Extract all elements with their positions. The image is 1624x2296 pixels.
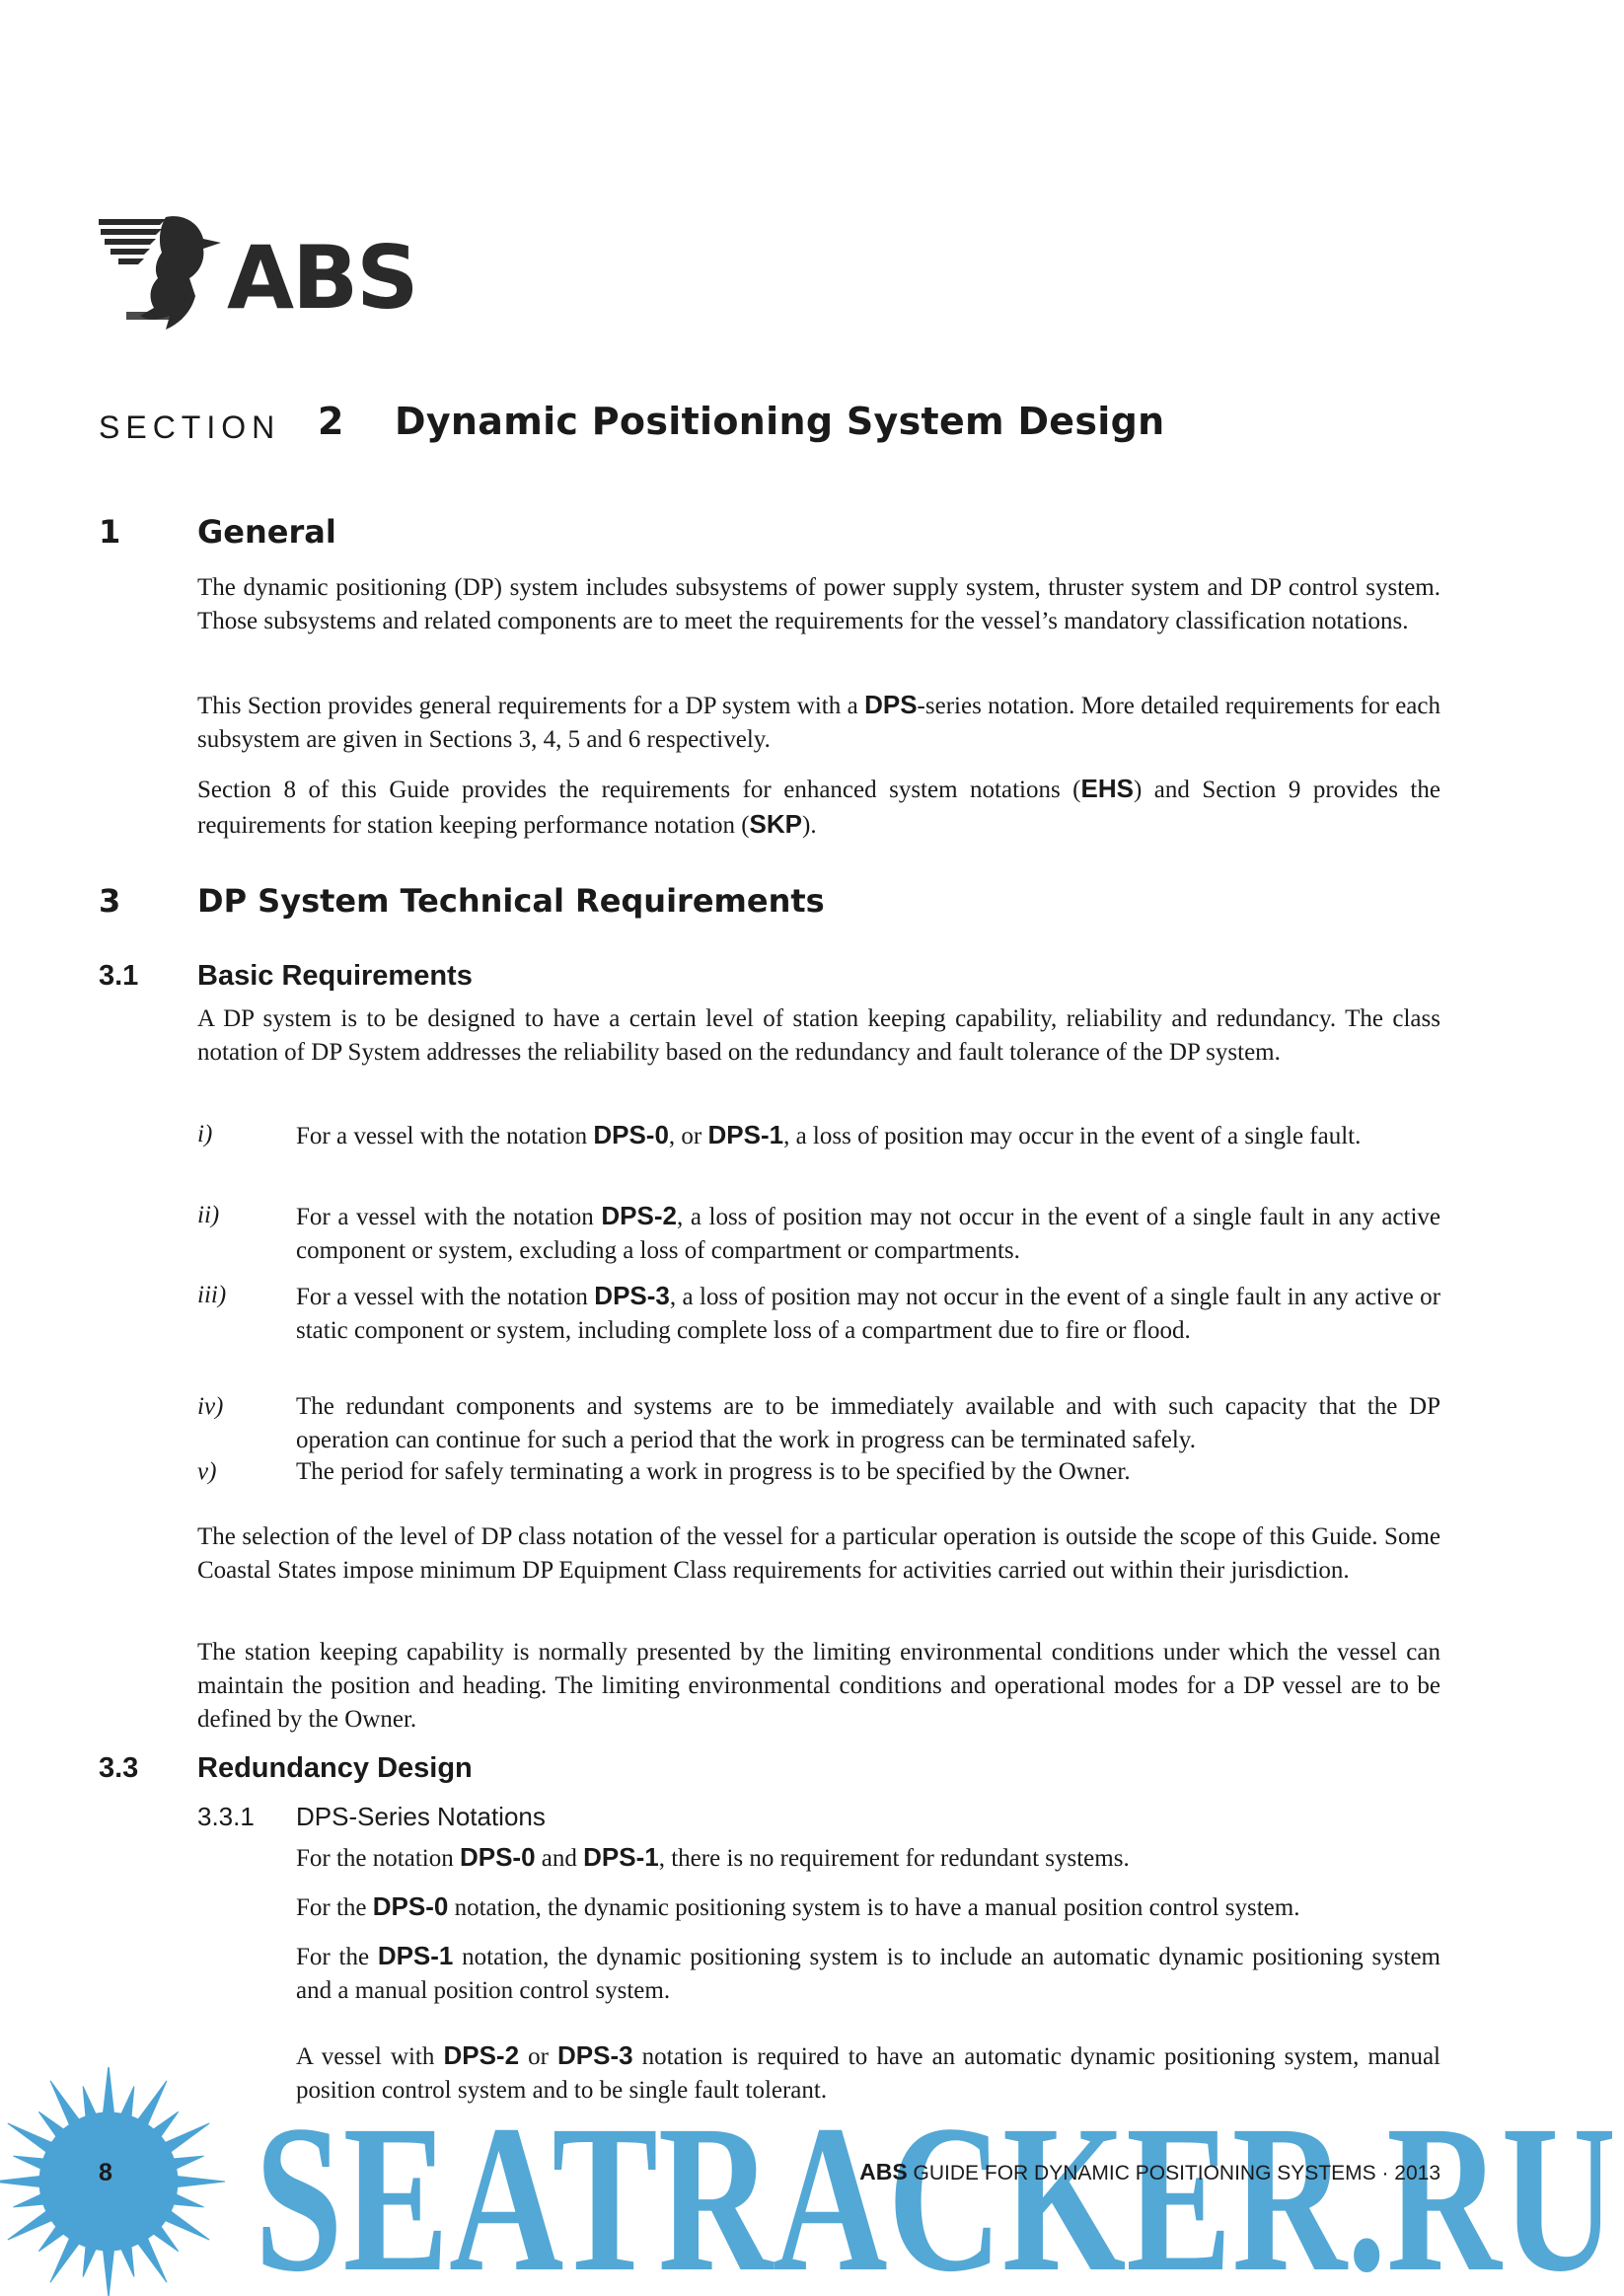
page-number: 8 [99,2159,112,2186]
sunburst-ray [8,2209,55,2240]
notation-ehs: EHS [1080,774,1134,803]
sunburst-ray [38,2111,66,2139]
sunburst-ray [103,2067,114,2116]
list-item: The period for safely terminating a work in progress is to be specified by the Owner. [296,1458,1131,1485]
list-item: For a vessel with the notation DPS-2, a loss of position may not occur in the event of a single fault in any active component or system, excluding a loss of compartment or compartments. [296,1201,1441,1264]
sunburst-ray [150,2111,178,2139]
paragraph-class-selection: The selection of the level of DP class notation of the vessel for a particular operation is outside the scope of this Guide. Some Coastal States impose minimum DP Equipment Class requirements for activities carried out within their jurisdiction. [197,1523,1440,1584]
paragraph-general-3: Section 8 of this Guide provides the requirements for enhanced system notations (EHS) and Section 9 provides the requirements for station keeping performance notation (SKP). [197,774,1440,839]
list-item-number: iv) [197,1393,224,1420]
paragraph-redundancy-4: A vessel with DPS-2 or DPS-3 notation is required to have an automatic dynamic positioning system, manual position control system and to be single fault tolerant. [296,2040,1440,2104]
sunburst-ray [103,2247,114,2296]
sunburst-ray [13,2156,47,2171]
sunburst-ray [38,2223,66,2251]
sunburst-ray [50,2081,81,2128]
section-heading [99,400,1480,449]
paragraph-station-keeping: The station keeping capability is normally presented by the limiting environmental conditions under which the vessel can maintain the position and heading. The limiting environmental conditions and operational modes for a DP vessel are to be defined by the Owner. [197,1639,1440,1733]
sunburst-ray [50,2235,81,2282]
heading-1-number: 1 [99,513,121,551]
list-item-number: ii) [197,1202,220,1228]
sunburst-ray [162,2123,209,2154]
section-title: Dynamic Positioning System Design [395,400,1165,443]
paragraph-redundancy-3: For the DPS-1 notation, the dynamic positioning system is to include an automatic dynamic positioning system and a manual position control system. [296,1941,1440,2004]
list-item: For a vessel with the notation DPS-0, or DPS-1, a loss of position may occur in the event of a single fault. [296,1120,1362,1149]
sunburst-ray [150,2223,178,2251]
eagle-icon [97,213,235,341]
heading-3-title: DP System Technical Requirements [197,882,825,920]
heading-3-number: 3 [99,882,121,920]
heading-3-3-1-title: DPS-Series Notations [296,1802,546,1831]
logo-wordmark: ABS [227,227,417,329]
notation-dps: DPS [864,690,918,719]
sunburst-ray [13,2192,47,2207]
heading-1-title: General [197,513,336,551]
paragraph-basic-intro: A DP system is to be designed to have a certain level of station keeping capability, reliability and redundancy. The class notation of DP System addresses the reliability based on the redundancy and fault tolerance of the DP system. [197,1005,1440,1066]
section-number: 2 [318,400,344,443]
sunburst-ray [170,2192,204,2207]
list-item: For a vessel with the notation DPS-3, a loss of position may not occur in the event of a single fault in any active or static component or system, including complete loss of a compartment due to fire or flood. [296,1281,1440,1344]
section-label: SECTION [99,409,281,445]
footer-title: ABS GUIDE FOR DYNAMIC POSITIONING SYSTEMS · 2013 [859,2159,1440,2185]
watermark-text: SEATRACKER.RU [255,2082,1616,2296]
footer-brand: ABS [859,2159,908,2185]
sunburst-ray [8,2123,55,2154]
heading-3-3-title: Redundancy Design [197,1752,473,1784]
abs-logo [97,213,437,341]
heading-3-1-title: Basic Requirements [197,960,473,992]
heading-3-1-number: 3.1 [99,960,139,992]
list-item-number: i) [197,1121,213,1148]
list-item-number: v) [197,1458,217,1485]
sunburst-ray [83,2086,98,2120]
list-item: The redundant components and systems are to be immediately available and with such capacity that the DP operation can continue for such a period that the work in progress can be terminated safely. [296,1393,1440,1453]
heading-3-3-number: 3.3 [99,1752,139,1784]
list-item-number: iii) [197,1282,227,1308]
sunburst-ray [119,2086,134,2120]
sunburst-icon [0,2067,225,2296]
paragraph-general-1: The dynamic positioning (DP) system includes subsystems of power supply system, thruster system and DP control system. Those subsystems and related components are to meet the requirements for the vessel’s mandatory classification notations. [197,574,1440,634]
notation-skp: SKP [749,809,802,839]
sunburst-ray [136,2081,167,2128]
sunburst-ray [162,2209,209,2240]
sunburst-ray [174,2176,225,2187]
paragraph-redundancy-1: For the notation DPS-0 and DPS-1, there is no requirement for redundant systems. [296,1842,1130,1872]
heading-3-3-1-number: 3.3.1 [197,1802,255,1831]
sunburst-ray [119,2243,134,2277]
paragraph-redundancy-2: For the DPS-0 notation, the dynamic positioning system is to have a manual position control system. [296,1891,1300,1921]
sunburst-ray [0,2176,43,2187]
paragraph-general-2: This Section provides general requirements for a DP system with a DPS-series notation. More detailed requirements for each subsystem are given in Sections 3, 4, 5 and 6 respectively. [197,690,1440,753]
sunburst-ray [83,2243,98,2277]
sunburst-ray [136,2235,167,2282]
sunburst-ray [170,2156,204,2171]
